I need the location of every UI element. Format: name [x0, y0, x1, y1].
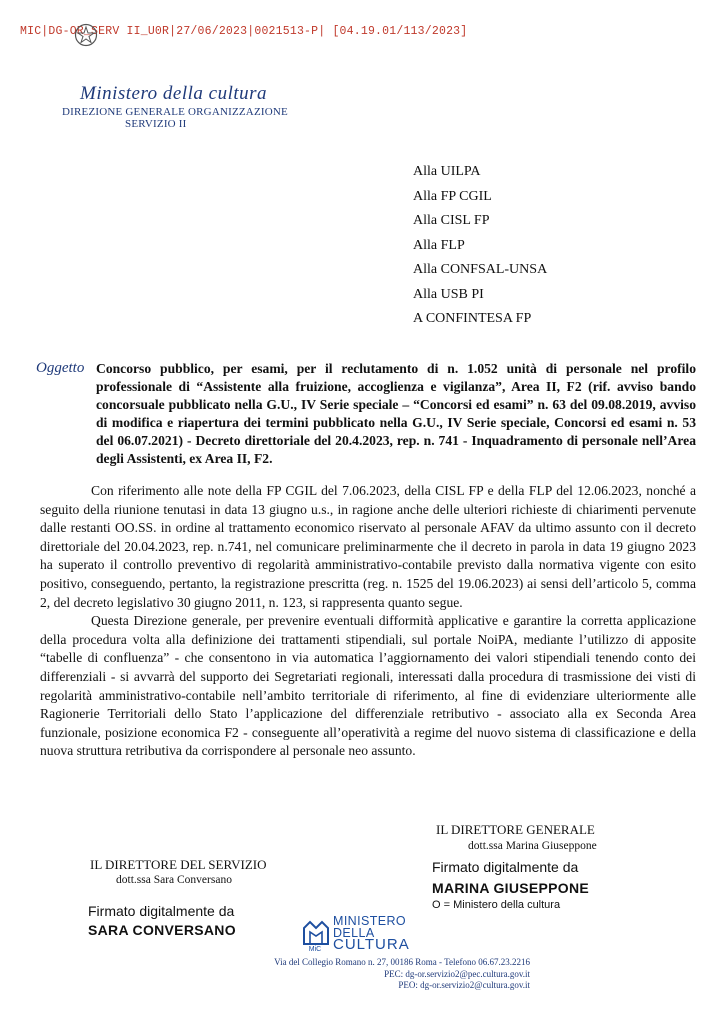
subject-text: Concorso pubblico, per esami, per il reclutamento di n. 1.052 unità di personale nel profilo professionale di “Assistente alla fruizione, accoglienza e vigilanza”, Area II, F2 (rif. avviso bando concorsuale pubblicato nella G.U., IV Serie speciale – “Concorsi ed esami” n. 63 del 09.08.2019, avviso di modifica e riapertura dei termini pubblicato nella G.U., IV Serie speciale, Concorsi ed esami n. 53 del 06.07.2021) - Decreto direttoriale del 20.4.2023, rep. n. 741 - Inquadramento di personale nell’Area degli Assistenti, ex Area II, F2.: [96, 361, 696, 466]
service-director-title: IL DIRETTORE DEL SERVIZIO: [90, 857, 267, 872]
recipients-list: [413, 160, 547, 332]
logo-line-1: MINISTERO: [333, 914, 407, 928]
director-general-name: dott.ssa Marina Giuseppone: [468, 840, 597, 852]
recipient: Alla CISL FP: [413, 213, 490, 228]
footer: [200, 957, 530, 992]
body-paragraph-1: Con riferimento alle note della FP CGIL del 7.06.2023, della CISL FP e della FLP del 12.06.2023, nonché a seguito della riunione tenutasi in data 13 giugno u.s., in ragione anche delle ulteriori richieste di chiarimenti pervenute dalle restanti OO.SS. in ordine al trattamento economico riservato al personale AFAV da ultimo assunto con il decreto direttoriale del 20.04.2023, rep. n.741, nel comunicare preliminarmente che il decreto in parola in data 19 giugno 2023 ha superato il controllo preventivo di regolarità amministrativo-contabile previsto dalla normativa vigente con esito positivo, conseguendo, pertanto, la registrazione prescritta (reg. n. 1525 del 19.06.2023) ai sensi dell’articolo 5, comma 2, del decreto legislativo 30 giugno 2011, n. 123, si rappresenta quanto segue.: [40, 483, 696, 610]
logo-line-3: CULTURA: [333, 936, 410, 953]
recipient: Alla FLP: [413, 237, 465, 253]
servizio-name: SERVIZIO II: [125, 118, 187, 130]
digital-signature-label-2: Firmato digitalmente da: [88, 903, 235, 919]
mic-logo-text: [333, 916, 410, 951]
protocol-stamp: MIC|DG-OR_SERV II_U0R|27/06/2023|0021513-P| [04.19.01/113/2023]: [20, 25, 468, 38]
recipient: Alla UILPA: [413, 164, 481, 179]
republic-emblem-icon: [73, 22, 99, 48]
footer-address: Via del Collegio Romano n. 27, 00186 Roma - Telefono 06.67.23.2216: [274, 957, 530, 967]
digital-signature-name: MARINA GIUSEPPONE: [432, 880, 590, 896]
ministry-name: Ministero della cultura: [80, 83, 268, 104]
recipient: Alla USB PI: [413, 286, 484, 302]
director-general-title: IL DIRETTORE GENERALE: [436, 822, 595, 837]
logo-line-2: DELLA: [333, 925, 375, 940]
service-director-name: dott.ssa Sara Conversano: [116, 874, 232, 886]
digital-signature-label: Firmato digitalmente da: [432, 859, 579, 875]
mic-logo-icon: [300, 918, 330, 952]
digital-signature-org: O = Ministero della cultura: [432, 899, 561, 911]
footer-peo: PEO: dg-or.servizio2@cultura.gov.it: [398, 980, 530, 990]
subject-label: Oggetto: [36, 360, 85, 376]
body-paragraph-2: Questa Direzione generale, per prevenire eventuali difformità applicative e garantire la corretta applicazione della procedura volta alla definizione dei trattamenti stipendiali, sul portale NoiPA, mediante l’utilizzo di apposite “tabelle di confluenza” - che consentono in via automatica l’aggiornamento dei valori stipendiali tenendo conto dei differenziali - si avvarrà del supporto dei Segretariati regionali, interessati dalla procedura di trasmissione dei visti di regolarità amministrativo-contabile nell’ambito territoriale di riferimento, al fine di evidenziare ulteriormente alle Ragionerie Territoriali dello Stato l’applicazione del differenziale retributivo - associato alla ex Seconda Area funzionale, posizione economica F2 - conseguente all’operatività a regime del nuovo sistema di classificazione e della nuova struttura retributiva da corrispondere al personale neo assunto.: [40, 613, 696, 759]
logo-mark-text: MiC: [308, 946, 322, 952]
letter-body: [40, 482, 696, 761]
direzione-name: DIREZIONE GENERALE ORGANIZZAZIONE: [62, 106, 288, 118]
recipient: A CONFINTESA FP: [413, 311, 532, 326]
recipient: Alla FP CGIL: [413, 188, 492, 204]
footer-pec: PEC: dg-or.servizio2@pec.cultura.gov.it: [384, 968, 530, 979]
digital-signature-name-2: SARA CONVERSANO: [88, 922, 236, 938]
recipient: Alla CONFSAL-UNSA: [413, 262, 548, 277]
